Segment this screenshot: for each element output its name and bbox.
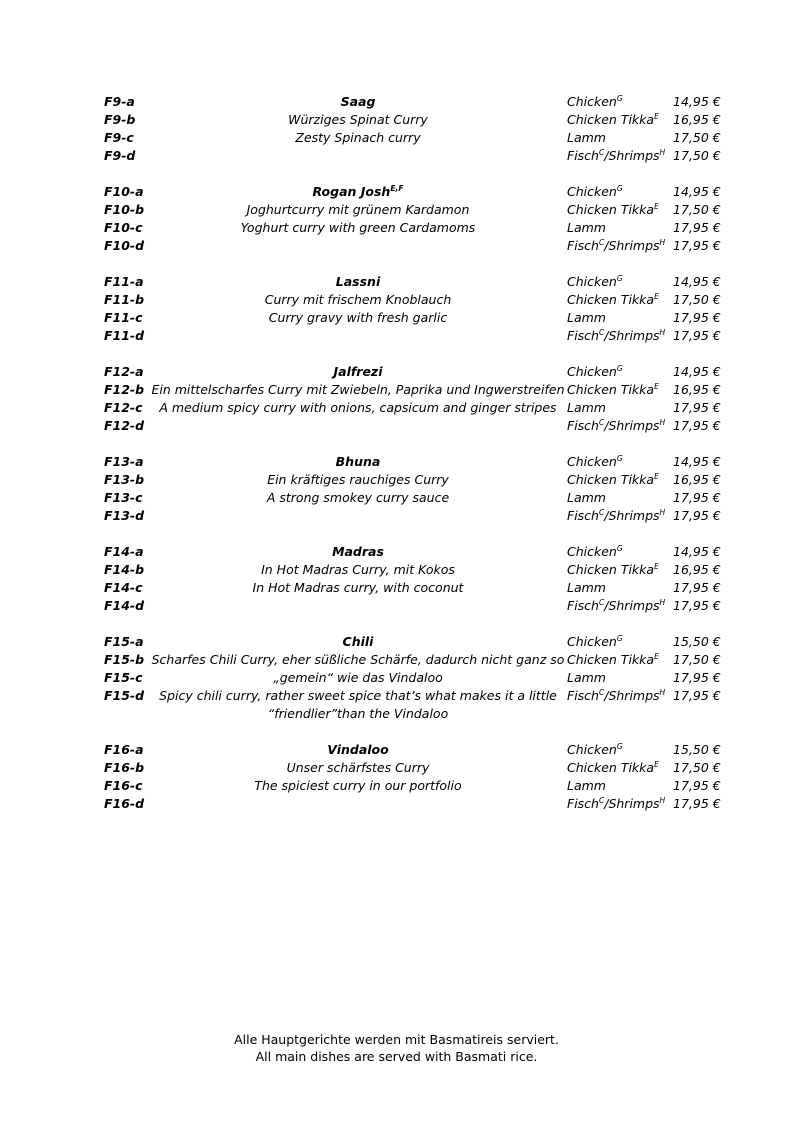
dish-description [138,309,578,327]
protein-name: Lamm [567,490,606,505]
dish-code: F16-b [104,760,145,775]
dish-description [138,201,578,219]
menu-row [0,309,793,327]
dish-description-text: Spicy chili curry, rather sweet spice that’s what makes it a little [159,688,557,703]
price: 16,95 € [673,562,721,577]
dish-title-text: Vindaloo [327,742,389,757]
dish-code: F15-a [104,634,144,649]
dish-code: F15-b [104,652,145,667]
dish-description [138,471,578,489]
protein-name-secondary: /Shrimps [604,148,660,163]
protein-name-secondary: /Shrimps [604,508,660,523]
dish-code: F12-a [104,364,144,379]
protein-option [567,777,606,795]
protein-option [567,381,659,399]
protein-name: Chicken Tikka [567,760,655,775]
dish-code: F13-b [104,472,145,487]
protein-name: Chicken Tikka [567,472,655,487]
dish-description-text: „gemein“ wie das Vindaloo [273,670,443,685]
dish-code: F12-b [104,382,145,397]
menu-row [0,687,793,705]
dish-code: F15-c [104,670,143,685]
menu-row [0,579,793,597]
menu-row [0,273,793,291]
protein-name: Fisch [567,418,599,433]
protein-name: Chicken [567,364,617,379]
dish-code: F9-d [104,148,136,163]
protein-name: Lamm [567,580,606,595]
menu-row [0,471,793,489]
dish-code: F10-a [104,184,144,199]
menu-row [0,561,793,579]
menu-row [0,291,793,309]
allergen-note: H [659,598,666,607]
protein-option [567,471,659,489]
dish-description-text: Curry mit frischem Knoblauch [264,292,452,307]
dish-title-text: Rogan Josh [312,184,391,199]
allergen-note: G [616,184,623,193]
dish-title [138,273,578,291]
protein-name-secondary: /Shrimps [604,796,660,811]
dish-title [138,363,578,381]
protein-option [567,93,623,111]
protein-name-secondary: /Shrimps [604,688,660,703]
allergen-note: C [598,238,605,247]
dish-description-text: “friendlier”than the Vindaloo [267,706,449,721]
dish-title-text: Chili [342,634,374,649]
menu-row [0,327,793,345]
protein-name: Lamm [567,400,606,415]
dish-code: F10-d [104,238,145,253]
protein-name: Fisch [567,688,599,703]
dish-description-text: Würziges Spinat Curry [288,112,428,127]
menu-section [0,93,793,165]
dish-title [138,741,578,759]
dish-description-text: Ein kräftiges rauchiges Curry [267,472,449,487]
allergen-note: C [598,598,605,607]
price: 17,95 € [673,778,721,793]
protein-option [567,489,606,507]
menu-row [0,669,793,687]
protein-option [567,201,659,219]
protein-name: Fisch [567,148,599,163]
footer-line-de: Alle Hauptgerichte werden mit Basmatireis serviert. [234,1032,559,1047]
dish-code: F11-b [104,292,145,307]
price: 14,95 € [673,364,721,379]
dish-code: F14-b [104,562,145,577]
allergen-note: E [654,292,659,301]
dish-title-text: Lassni [335,274,381,289]
menu-row [0,777,793,795]
protein-name: Chicken [567,742,617,757]
allergen-note: G [616,94,623,103]
dish-code: F12-d [104,418,145,433]
price: 17,95 € [673,508,721,523]
menu-row [0,795,793,813]
dish-description-text: Unser schärfstes Curry [286,760,430,775]
allergen-note: E [654,652,659,661]
allergen-note: E [654,760,659,769]
menu-row [0,111,793,129]
menu-row [0,129,793,147]
menu-section [0,363,793,435]
protein-option [567,651,659,669]
price: 15,50 € [673,742,721,757]
menu-row [0,417,793,435]
allergen-note: E [654,472,659,481]
price: 17,95 € [673,238,721,253]
dish-description [138,489,578,507]
protein-option [567,129,606,147]
dish-code: F10-c [104,220,143,235]
dish-description [138,291,578,309]
protein-name: Chicken [567,94,617,109]
price: 17,95 € [673,418,721,433]
protein-name: Chicken Tikka [567,382,655,397]
protein-name: Fisch [567,328,599,343]
price: 17,50 € [673,130,721,145]
price: 15,50 € [673,634,721,649]
dish-description-text: Ein mittelscharfes Curry mit Zwiebeln, Paprika und Ingwerstreifen [151,382,565,397]
dish-code: F9-a [104,94,135,109]
dish-description-text: A medium spicy curry with onions, capsicum and ginger stripes [159,400,557,415]
price: 14,95 € [673,274,721,289]
dish-title [138,453,578,471]
dish-description [138,669,578,687]
dish-description-text: Curry gravy with fresh garlic [268,310,448,325]
dish-description [138,687,578,705]
protein-option [567,795,665,813]
menu-row [0,651,793,669]
dish-code: F14-c [104,580,143,595]
protein-name: Chicken [567,544,617,559]
menu-row [0,399,793,417]
allergen-note: C [598,148,605,157]
protein-option [567,291,659,309]
protein-name: Lamm [567,778,606,793]
dish-title-text: Madras [332,544,384,559]
protein-option [567,237,665,255]
footer-line-en: All main dishes are served with Basmati rice. [255,1049,538,1064]
protein-option [567,633,623,651]
allergen-note: C [598,418,605,427]
protein-option [567,147,665,165]
menu-row [0,219,793,237]
menu-list [0,93,793,831]
dish-code: F16-c [104,778,143,793]
dish-title [138,93,578,111]
dish-description [138,129,578,147]
dish-description [138,399,578,417]
price: 17,95 € [673,220,721,235]
protein-option [567,561,659,579]
protein-option [567,111,659,129]
menu-row [0,597,793,615]
menu-row [0,741,793,759]
protein-option [567,669,606,687]
menu-row [0,237,793,255]
protein-option [567,759,659,777]
protein-option [567,309,606,327]
dish-description [138,219,578,237]
protein-option [567,219,606,237]
dish-description-text: In Hot Madras Curry, mit Kokos [261,562,455,577]
price: 14,95 € [673,184,721,199]
menu-row [0,507,793,525]
menu-section [0,633,793,723]
dish-description-text: A strong smokey curry sauce [266,490,450,505]
dish-code: F11-a [104,274,144,289]
allergen-note: G [616,544,623,553]
dish-code: F11-c [104,310,143,325]
dish-code: F15-d [104,688,145,703]
protein-name: Chicken Tikka [567,652,655,667]
allergen-note: E [654,382,659,391]
protein-name: Chicken Tikka [567,112,655,127]
price: 17,95 € [673,670,721,685]
protein-name: Chicken Tikka [567,202,655,217]
menu-row [0,489,793,507]
dish-code: F13-a [104,454,144,469]
dish-title [138,543,578,561]
price: 16,95 € [673,112,721,127]
protein-name: Chicken Tikka [567,292,655,307]
protein-name: Chicken [567,274,617,289]
price: 17,95 € [673,688,721,703]
price: 17,95 € [673,328,721,343]
price: 17,50 € [673,202,721,217]
dish-description [138,561,578,579]
allergen-note: H [659,238,666,247]
dish-description [138,777,578,795]
protein-option [567,399,606,417]
dish-description [138,111,578,129]
allergen-note: G [616,274,623,283]
protein-name: Lamm [567,220,606,235]
allergen-note: E,F [390,184,404,193]
price: 17,50 € [673,292,721,307]
dish-code: F16-a [104,742,144,757]
dish-title-text: Jalfrezi [333,364,383,379]
dish-description [138,705,578,723]
protein-option [567,327,665,345]
protein-option [567,579,606,597]
protein-option [567,507,665,525]
allergen-note: G [616,742,623,751]
allergen-note: C [598,796,605,805]
dish-code: F13-d [104,508,145,523]
dish-description-text: Yoghurt curry with green Cardamoms [240,220,476,235]
menu-row [0,759,793,777]
allergen-note: G [616,634,623,643]
menu-section [0,273,793,345]
dish-code: F14-a [104,544,144,559]
menu-section [0,543,793,615]
protein-name-secondary: /Shrimps [604,598,660,613]
price: 16,95 € [673,382,721,397]
dish-code: F11-d [104,328,145,343]
menu-row [0,633,793,651]
dish-title [138,183,578,201]
price: 17,50 € [673,652,721,667]
menu-row [0,381,793,399]
menu-row [0,453,793,471]
allergen-note: H [659,688,666,697]
menu-section [0,453,793,525]
protein-name: Chicken [567,184,617,199]
dish-description-text: Zesty Spinach curry [295,130,421,145]
dish-code: F13-c [104,490,143,505]
protein-name: Fisch [567,598,599,613]
allergen-note: C [598,328,605,337]
price: 14,95 € [673,544,721,559]
dish-code: F12-c [104,400,143,415]
allergen-note: H [659,328,666,337]
dish-description-text: Joghurtcurry mit grünem Kardamon [246,202,470,217]
menu-row [0,147,793,165]
dish-description-text: The spiciest curry in our portfolio [254,778,462,793]
allergen-note: E [654,112,659,121]
price: 17,50 € [673,148,721,163]
dish-code: F9-b [104,112,136,127]
protein-name: Fisch [567,238,599,253]
allergen-note: C [598,688,605,697]
price: 17,95 € [673,580,721,595]
protein-option [567,183,623,201]
allergen-note: H [659,796,666,805]
allergen-note: G [616,364,623,373]
menu-section [0,183,793,255]
dish-description-text: Scharfes Chili Curry, eher süßliche Schärfe, dadurch nicht ganz so [151,652,565,667]
dish-description [138,381,578,399]
protein-name-secondary: /Shrimps [604,238,660,253]
dish-description [138,759,578,777]
dish-code: F10-b [104,202,145,217]
protein-name-secondary: /Shrimps [604,328,660,343]
price: 17,95 € [673,490,721,505]
menu-section [0,741,793,813]
menu-row [0,93,793,111]
dish-title-text: Bhuna [335,454,381,469]
protein-option [567,417,665,435]
footer-note [0,1031,793,1065]
protein-name: Fisch [567,796,599,811]
protein-name-secondary: /Shrimps [604,418,660,433]
protein-name: Chicken [567,454,617,469]
dish-code: F9-c [104,130,134,145]
price: 14,95 € [673,94,721,109]
price: 17,95 € [673,796,721,811]
protein-option [567,597,665,615]
menu-row [0,183,793,201]
menu-row [0,543,793,561]
allergen-note: H [659,148,666,157]
allergen-note: G [616,454,623,463]
dish-code: F16-d [104,796,145,811]
protein-option [567,687,665,705]
protein-option [567,273,623,291]
allergen-note: E [654,562,659,571]
menu-row [0,363,793,381]
protein-option [567,363,623,381]
dish-title-text: Saag [340,94,376,109]
dish-description [138,579,578,597]
dish-title [138,633,578,651]
price: 16,95 € [673,472,721,487]
dish-code: F14-d [104,598,145,613]
protein-name: Chicken Tikka [567,562,655,577]
menu-row [0,201,793,219]
allergen-note: C [598,508,605,517]
protein-name: Lamm [567,670,606,685]
protein-name: Lamm [567,130,606,145]
protein-name: Chicken [567,634,617,649]
dish-description [138,651,578,669]
price: 17,50 € [673,760,721,775]
allergen-note: H [659,418,666,427]
allergen-note: E [654,202,659,211]
protein-option [567,453,623,471]
protein-name: Fisch [567,508,599,523]
price: 17,95 € [673,598,721,613]
dish-description-text: In Hot Madras curry, with coconut [252,580,464,595]
protein-option [567,741,623,759]
allergen-note: H [659,508,666,517]
price: 17,95 € [673,400,721,415]
protein-name: Lamm [567,310,606,325]
price: 14,95 € [673,454,721,469]
price: 17,95 € [673,310,721,325]
menu-row [0,705,793,723]
protein-option [567,543,623,561]
